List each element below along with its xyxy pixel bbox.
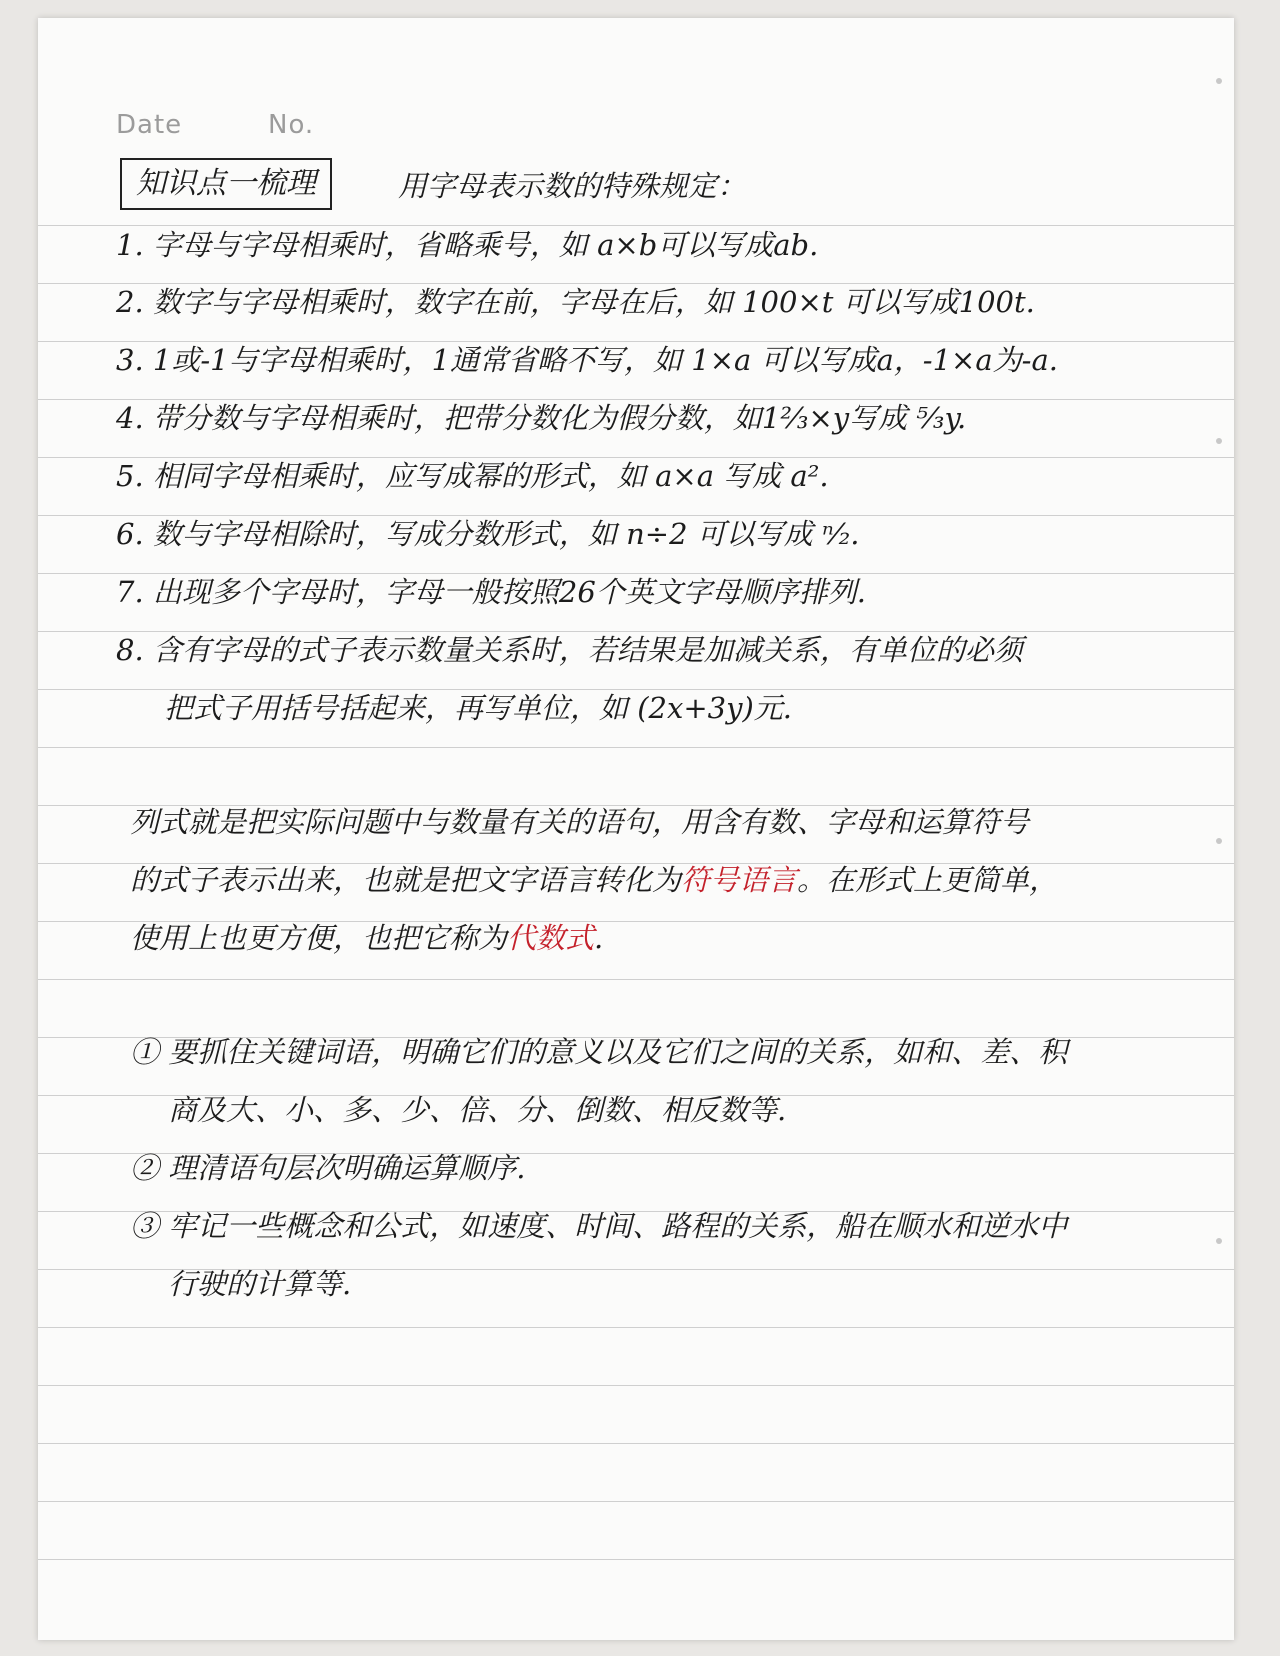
paragraph-line-2 bbox=[130, 858, 1234, 899]
rule-4: 4. 带分数与字母相乘时，把带分数化为假分数，如1⅔×y写成 ⁵⁄₃y. bbox=[116, 401, 967, 435]
highlight-symbol-language: 符号语言 bbox=[681, 863, 798, 897]
tip-1: ① 要抓住关键词语，明确它们的意义以及它们之间的关系，如和、差、积 bbox=[130, 1035, 1068, 1069]
rule-3: 3. 1或-1与字母相乘时，1通常省略不写，如 1×a 可以写成a，-1×a为-a. bbox=[116, 343, 1058, 377]
paragraph-text: 使用上也更方便，也把它称为 bbox=[130, 921, 508, 955]
binding-hole bbox=[1216, 438, 1222, 444]
rule-7: 7. 出现多个字母时，字母一般按照26个英文字母顺序排列. bbox=[116, 575, 867, 609]
rule-8-continued: 把式子用括号括起来，再写单位，如 (2x+3y)元. bbox=[164, 691, 793, 725]
highlight-algebraic-expression: 代数式 bbox=[507, 921, 595, 955]
tip-3-continued: 行驶的计算等. bbox=[168, 1267, 352, 1301]
tip-1-continued: 商及大、小、多、少、倍、分、倒数、相反数等. bbox=[168, 1093, 787, 1127]
no-label: No. bbox=[268, 110, 315, 140]
rule-8: 8. 含有字母的式子表示数量关系时，若结果是加减关系，有单位的必须 bbox=[116, 633, 1023, 667]
paragraph-line-3 bbox=[130, 916, 1234, 957]
paragraph-text: 。在形式上更简单， bbox=[797, 863, 1059, 897]
tip-3: ③ 牢记一些概念和公式，如速度、时间、路程的关系，船在顺水和逆水中 bbox=[130, 1209, 1068, 1243]
rule-2: 2. 数字与字母相乘时，数字在前，字母在后，如 100×t 可以写成100t. bbox=[116, 285, 1035, 319]
rule-6: 6. 数与字母相除时，写成分数形式，如 n÷2 可以写成 ⁿ⁄₂. bbox=[116, 517, 860, 551]
rule-1: 1. 字母与字母相乘时，省略乘号，如 a×b可以写成ab. bbox=[116, 228, 819, 262]
rule-5: 5. 相同字母相乘时，应写成幂的形式，如 a×a 写成 a². bbox=[116, 459, 829, 493]
binding-hole bbox=[1216, 78, 1222, 84]
paragraph-text: 的式子表示出来，也就是把文字语言转化为 bbox=[130, 863, 682, 897]
date-label: Date bbox=[116, 110, 183, 140]
notebook-page bbox=[38, 18, 1234, 1640]
paragraph-line-1: 列式就是把实际问题中与数量有关的语句，用含有数、字母和运算符号 bbox=[130, 805, 1030, 839]
paragraph-text: . bbox=[594, 921, 604, 955]
tip-2: ② 理清语句层次明确运算顺序. bbox=[130, 1151, 526, 1185]
section-subtitle: 用字母表示数的特殊规定： bbox=[398, 169, 747, 203]
section-title-box: 知识点一梳理 bbox=[120, 158, 332, 210]
